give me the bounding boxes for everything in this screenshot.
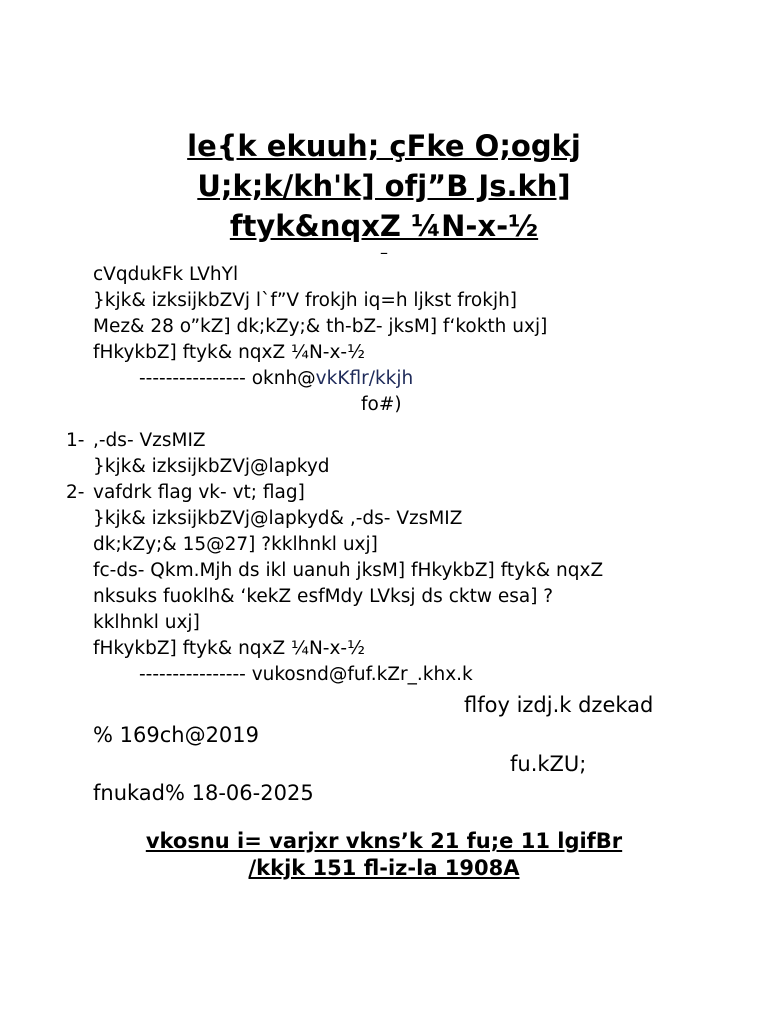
party-2-office: dk;kZy;& 15@27] ?kklhnkl uxj] [93,534,378,555]
title-dash: – [380,243,388,262]
party-1-proprietor: }kjk& izksijkbZVj@lapkyd [93,456,330,477]
document-title [0,126,768,262]
application-heading [0,828,768,882]
party-2-number: 2- [66,482,85,503]
title-line-1: le{k ekuuh; çFke O;ogkj [187,129,581,163]
judgement-label: fu.kZU; [510,752,587,776]
application-heading-line-2: /kkjk 151 fl-iz-la 1908A [248,856,520,880]
party-2-proprietor: }kjk& izksijkbZVj@lapkyd& ,-ds- VzsMIZ [93,508,463,529]
party-2-name: vafdrk flag vk- vt; flag] [93,482,305,503]
plaintiff-role: vkKflr/kkjh [315,368,414,389]
party-1-name: ,-ds- VzsMIZ [93,430,206,451]
title-line-2: U;k;k/kh'k] ofj”B Js.kh] [197,169,571,203]
party-1-number: 1- [66,430,85,451]
plaintiff-name: cVqdukFk LVhYl [93,264,239,285]
versus-label: fo#) [361,394,402,415]
defendant-role-line: ---------------- vukosnd@fuf.kZr_.khx.k [139,664,473,685]
plaintiff-dash: ---------------- oknh@ [139,368,316,389]
judgement-date: fnukad% 18-06-2025 [93,781,314,805]
plaintiff-proprietor: }kjk& izksijkbZVj l`f”V frokjh iq=h ljkst frokjh] [93,290,518,311]
party-2-district: fHkykbZ] ftyk& nqxZ ¼N-x-½ [93,638,366,659]
plaintiff-district: fHkykbZ] ftyk& nqxZ ¼N-x-½ [93,342,366,363]
plaintiff-age-office: Mez& 28 o”kZ] dk;kZy;& th-bZ- jksM] f‘kokth uxj] [93,316,548,337]
party-2-residence: nksuks fuoklh& ‘kekZ esfMdy LVksj ds cktw esa] ? [93,586,554,607]
party-2-address: fc-ds- Qkm.Mjh ds ikl uanuh jksM] fHkykbZ] ftyk& nqxZ [93,560,604,581]
plaintiff-role-line [139,366,413,392]
case-number: % 169ch@2019 [93,723,260,747]
case-number-label: flfoy izdj.k dzekad [464,693,654,717]
party-2-residence-cont: kklhnkl uxj] [93,612,200,633]
title-line-3: ftyk&nqxZ ¼N-x-½ [229,209,539,243]
application-heading-line-1: vkosnu i= varjxr vkns’k 21 fu;e 11 lgifBr [145,829,623,853]
